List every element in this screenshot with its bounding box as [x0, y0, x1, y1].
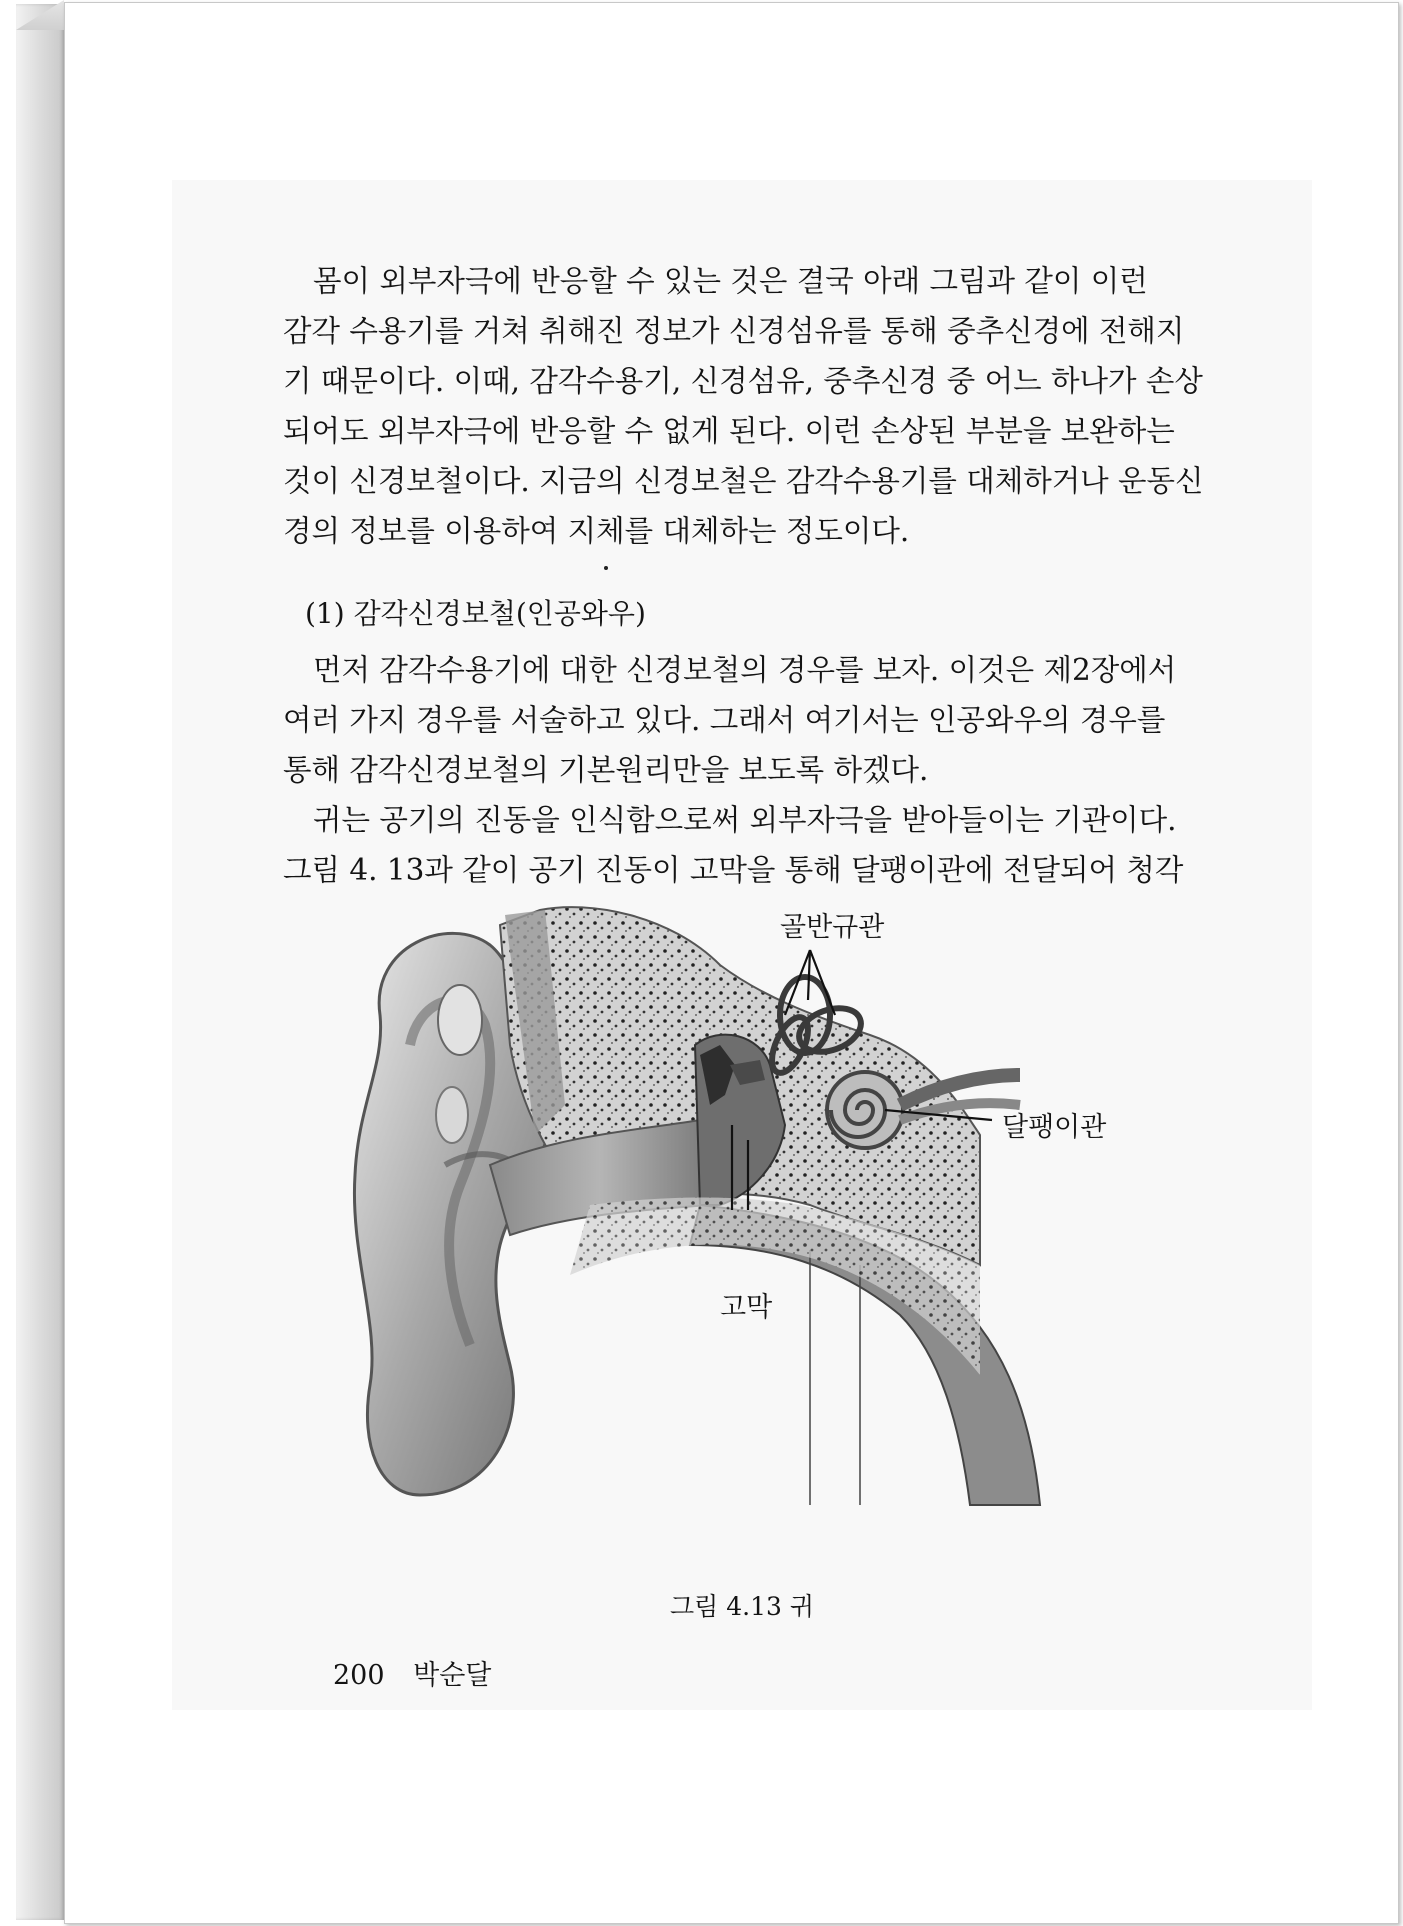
- text-line: 여러 가지 경우를 서술하고 있다. 그래서 여기서는 인공와우의 경우를: [283, 703, 1166, 737]
- label-semicircular-canals: 골반규관: [780, 912, 885, 943]
- figure-caption: 그림 4.13 귀: [670, 1592, 815, 1621]
- text-line: 되어도 외부자극에 반응할 수 없게 된다. 이런 손상된 부분을 보완하는: [283, 414, 1175, 448]
- stray-dot: [604, 566, 608, 570]
- label-eardrum: 고막: [720, 1292, 773, 1323]
- text-line: 먼저 감각수용기에 대한 신경보철의 경우를 보자. 이것은 제2장에서: [313, 653, 1177, 687]
- text-line: 감각 수용기를 거쳐 취해진 정보가 신경섬유를 통해 중추신경에 전해지: [283, 314, 1185, 348]
- section-heading: (1) 감각신경보철(인공와우): [305, 597, 646, 630]
- text-line: 기 때문이다. 이때, 감각수용기, 신경섬유, 중추신경 중 어느 하나가 손상: [283, 364, 1203, 398]
- paragraph-1: [283, 256, 1220, 556]
- paragraph-3: [283, 795, 1220, 895]
- text-line: 경의 정보를 이용하여 지체를 대체하는 정도이다.: [283, 514, 910, 548]
- text-line: 몸이 외부자극에 반응할 수 있는 것은 결국 아래 그림과 같이 이런: [313, 264, 1148, 298]
- text-line: 그림 4. 13과 같이 공기 진동이 고막을 통해 달팽이관에 전달되어 청각: [283, 853, 1184, 887]
- text-line: 것이 신경보철이다. 지금의 신경보철은 감각수용기를 대체하거나 운동신: [283, 464, 1204, 498]
- ear-illustration: [340, 905, 1170, 1555]
- page-number: 200: [333, 1660, 385, 1691]
- paragraph-2: [283, 645, 1220, 795]
- text-line: 통해 감각신경보철의 기본원리만을 보도록 하겠다.: [283, 753, 929, 787]
- page-footer: [333, 1653, 511, 1692]
- book-spine: [16, 4, 64, 1920]
- text-line: 귀는 공기의 진동을 인식함으로써 외부자극을 받아들이는 기관이다.: [313, 803, 1177, 837]
- label-cochlea: 달팽이관: [1002, 1112, 1107, 1143]
- author-name: 박순달: [413, 1660, 492, 1691]
